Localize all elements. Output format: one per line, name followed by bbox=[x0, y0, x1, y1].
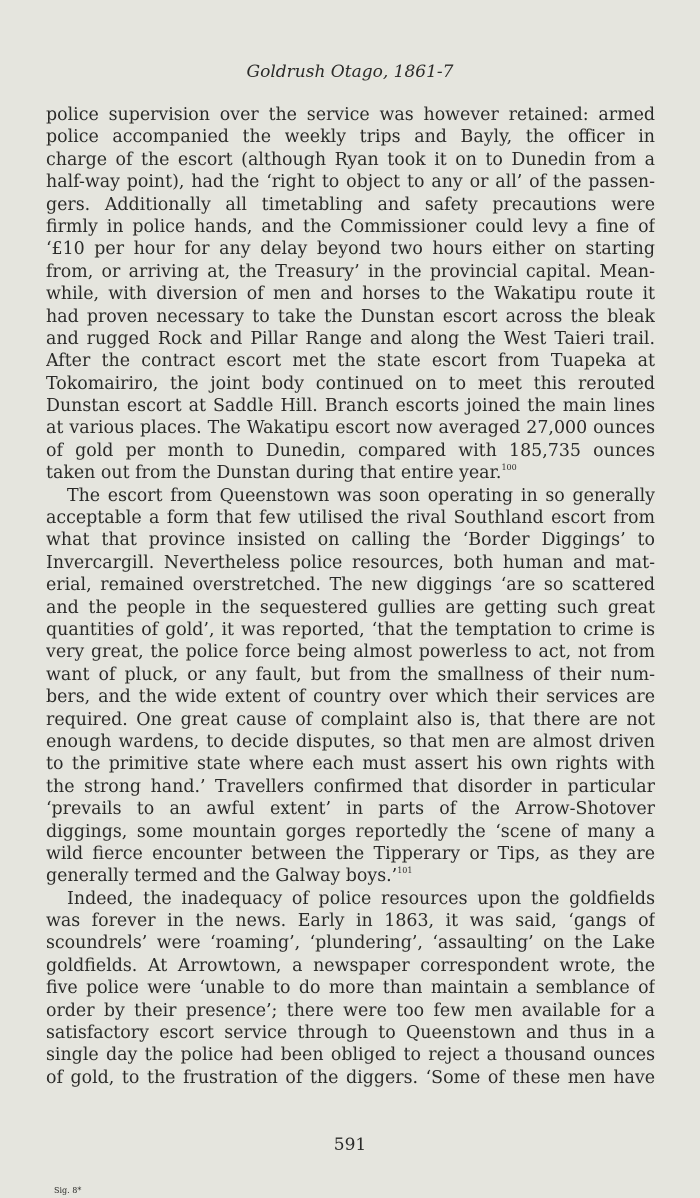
line-text: enough wardens, to decide disputes, so that men are almost driven bbox=[46, 731, 655, 752]
text-line bbox=[46, 843, 655, 865]
text-line bbox=[46, 149, 655, 171]
text-line bbox=[46, 664, 655, 686]
text-line bbox=[46, 709, 655, 731]
line-text: police supervision over the service was however retained: armed bbox=[46, 105, 655, 125]
line-text: Tokomairiro, the joint body continued on to meet this rerouted bbox=[46, 373, 655, 394]
line-text: the strong hand.’ Travellers confirmed that disorder in particular bbox=[46, 776, 655, 797]
line-text: generally termed and the Galway boys.’ bbox=[46, 866, 398, 887]
line-text: what that province insisted on calling the ‘Border Diggings’ to bbox=[46, 530, 655, 551]
line-text: ‘£10 per hour for any delay beyond two hours either on starting bbox=[46, 239, 655, 260]
line-text: half-way point), had the ‘right to object to any or all’ of the passen- bbox=[46, 172, 655, 193]
line-text: scoundrels’ were ‘roaming’, ‘plundering’, ‘assaulting’ on the Lake bbox=[46, 933, 655, 954]
text-line bbox=[46, 485, 655, 507]
text-line bbox=[46, 731, 655, 753]
line-text: Indeed, the inadequacy of police resources upon the goldfields bbox=[67, 888, 655, 909]
text-line bbox=[46, 283, 655, 305]
line-text: police accompanied the weekly trips and Bayly, the officer in bbox=[46, 127, 655, 148]
text-line bbox=[46, 977, 655, 999]
text-line bbox=[46, 1067, 655, 1089]
paragraph bbox=[46, 485, 655, 888]
text-line bbox=[46, 306, 655, 328]
line-text: taken out from the Dunstan during that entire year. bbox=[46, 463, 502, 484]
text-line bbox=[46, 417, 655, 439]
line-text: order by their presence’; there were too few men available for a bbox=[46, 1000, 655, 1021]
text-line bbox=[46, 597, 655, 619]
text-line bbox=[46, 171, 655, 193]
line-text: acceptable a form that few utilised the rival Southland escort from bbox=[46, 508, 655, 529]
text-line bbox=[46, 619, 655, 641]
footnote-marker[interactable]: 101 bbox=[397, 866, 413, 876]
line-text: Invercargill. Nevertheless police resources, both human and mat- bbox=[46, 552, 655, 573]
text-line bbox=[46, 104, 655, 126]
text-line bbox=[46, 373, 655, 395]
line-text: After the contract escort met the state escort from Tuapeka at bbox=[46, 351, 655, 372]
text-line bbox=[46, 216, 655, 238]
line-text: wild fierce encounter between the Tipperary or Tips, as they are bbox=[46, 843, 655, 864]
line-text: ‘prevails to an awful extent’ in parts of the Arrow-Shotover bbox=[46, 799, 655, 820]
line-text: required. One great cause of complaint also is, that there are not bbox=[46, 709, 655, 730]
page-number: 591 bbox=[333, 1135, 367, 1155]
text-line bbox=[46, 328, 655, 350]
text-line bbox=[46, 776, 655, 798]
line-text: want of pluck, or any fault, but from the smallness of their num- bbox=[46, 664, 655, 685]
text-line bbox=[46, 194, 655, 216]
text-line bbox=[46, 552, 655, 574]
text-line bbox=[46, 821, 655, 843]
text-line bbox=[46, 395, 655, 417]
line-text: while, with diversion of men and horses to the Wakatipu route it bbox=[46, 284, 655, 305]
line-text: firmly in police hands, and the Commissioner could levy a fine of bbox=[46, 216, 655, 237]
text-line bbox=[46, 798, 655, 820]
running-header: Goldrush Otago, 1861-7 bbox=[246, 62, 454, 82]
line-text: quantities of gold’, it was reported, ‘that the temptation to crime is bbox=[46, 619, 655, 640]
text-line bbox=[46, 529, 655, 551]
text-line bbox=[46, 1000, 655, 1022]
line-text: was forever in the news. Early in 1863, it was said, ‘gangs of bbox=[46, 911, 655, 932]
text-line bbox=[46, 686, 655, 708]
text-line bbox=[46, 932, 655, 954]
text-line bbox=[46, 910, 655, 932]
line-text: of gold, to the frustration of the diggers. ‘Some of these men have bbox=[46, 1067, 655, 1088]
line-text: charge of the escort (although Ryan took it on to Dunedin from a bbox=[46, 149, 655, 170]
text-line bbox=[46, 641, 655, 663]
paragraph bbox=[46, 888, 655, 1090]
text-line bbox=[46, 507, 655, 529]
signature-mark: Sig. 8* bbox=[54, 1186, 82, 1195]
line-text: single day the police had been obliged to reject a thousand ounces bbox=[46, 1045, 655, 1066]
line-text: had proven necessary to take the Dunstan escort across the bleak bbox=[46, 306, 655, 327]
line-text: from, or arriving at, the Treasury’ in the provincial capital. Mean- bbox=[46, 261, 655, 282]
line-text: satisfactory escort service through to Queenstown and thus in a bbox=[46, 1023, 655, 1044]
line-text: diggings, some mountain gorges reportedly the ‘scene of many a bbox=[46, 821, 655, 842]
text-line bbox=[46, 126, 655, 148]
line-text: goldfields. At Arrowtown, a newspaper correspondent wrote, the bbox=[46, 955, 655, 976]
line-text: five police were ‘unable to do more than maintain a semblance of bbox=[46, 978, 655, 999]
text-line bbox=[46, 888, 655, 910]
text-line bbox=[46, 955, 655, 977]
paragraph bbox=[46, 104, 655, 485]
text-line bbox=[46, 865, 655, 887]
line-text: Dunstan escort at Saddle Hill. Branch escorts joined the main lines bbox=[46, 396, 655, 417]
line-text: and the people in the sequestered gullies are getting such great bbox=[46, 597, 655, 618]
body-text bbox=[46, 104, 655, 1089]
text-line bbox=[46, 238, 655, 260]
line-text: at various places. The Wakatipu escort now averaged 27,000 ounces bbox=[46, 418, 655, 439]
line-text: very great, the police force being almost powerless to act, not from bbox=[46, 642, 655, 663]
line-text: to the primitive state where each must assert his own rights with bbox=[46, 754, 655, 775]
line-text: and rugged Rock and Pillar Range and along the West Taieri trail. bbox=[46, 328, 655, 349]
text-line bbox=[46, 574, 655, 596]
text-line bbox=[46, 753, 655, 775]
text-line bbox=[46, 462, 655, 484]
line-text: bers, and the wide extent of country over which their services are bbox=[46, 687, 655, 708]
line-text: erial, remained overstretched. The new diggings ‘are so scattered bbox=[46, 575, 655, 596]
text-line bbox=[46, 1022, 655, 1044]
line-text: The escort from Queenstown was soon operating in so generally bbox=[67, 485, 655, 506]
text-line bbox=[46, 350, 655, 372]
text-line bbox=[46, 1044, 655, 1066]
text-line bbox=[46, 261, 655, 283]
footnote-marker[interactable]: 100 bbox=[501, 463, 517, 473]
line-text: gers. Additionally all timetabling and safety precautions were bbox=[46, 194, 655, 215]
text-line bbox=[46, 440, 655, 462]
line-text: of gold per month to Dunedin, compared with 185,735 ounces bbox=[46, 440, 655, 461]
